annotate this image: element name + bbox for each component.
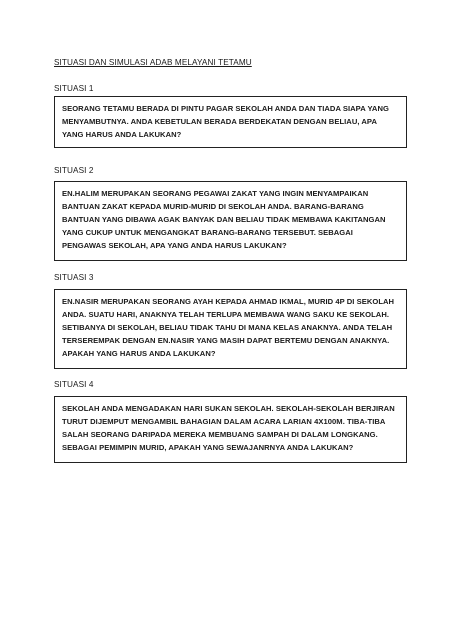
situation-1-box [54, 96, 407, 148]
situation-3-box [54, 289, 407, 369]
situation-2-box [54, 181, 407, 261]
situation-3-label: SITUASI 3 [54, 273, 94, 282]
situation-4-label: SITUASI 4 [54, 380, 94, 389]
situation-2-text: EN.HALIM MERUPAKAN SEORANG PEGAWAI ZAKAT YANG INGIN MENYAMPAIKAN BANTUAN ZAKAT KEPADA MURID-MURID DI SEKOLAH ANDA. BARANG-BARANG BANTUAN YANG DIBAWA AGAK BANYAK DAN BELIAU TIDAK MEMBAWA KAKITANGAN YANG CUKUP UNTUK MENGANGKAT BARANG-BARANG TERSEBUT. SEBAGAI PENGAWAS SEKOLAH, APA YANG ANDA HARUS LAKUKAN? [62, 189, 386, 250]
situation-4-text: SEKOLAH ANDA MENGADAKAN HARI SUKAN SEKOLAH. SEKOLAH-SEKOLAH BERJIRAN TURUT DIJEMPUT MENGAMBIL BAHAGIAN DALAM ACARA LARIAN 4X100M. TIBA-TIBA SALAH SEORANG DARIPADA MEREKA MEMBUANG SAMPAH DI DALAM LONGKANG. SEBAGAI PEMIMPIN MURID, APAKAH YANG SEWAJANRNYA ANDA LAKUKAN? [62, 404, 395, 452]
situation-2-label: SITUASI 2 [54, 166, 94, 175]
situation-3-text: EN.NASIR MERUPAKAN SEORANG AYAH KEPADA AHMAD IKMAL, MURID 4P DI SEKOLAH ANDA. SUATU HARI, ANAKNYA TELAH TERLUPA MEMBAWA WANG SAKU KE SEKOLAH. SETIBANYA DI SEKOLAH, BELIAU TIDAK TAHU DI MANA KELAS ANAKNYA. ANDA TELAH TERSEREMPAK DENGAN EN.NASIR YANG MASIH DAPAT BERTEMU DENGAN ANAKNYA. APAKAH YANG HARUS ANDA LAKUKAN? [62, 297, 395, 358]
situation-1-label: SITUASI 1 [54, 84, 94, 93]
situation-1-text: SEORANG TETAMU BERADA DI PINTU PAGAR SEKOLAH ANDA DAN TIADA SIAPA YANG MENYAMBUTNYA. ANDA KEBETULAN BERADA BERDEKATAN DENGAN BELIAU, APA YANG HARUS ANDA LAKUKAN? [62, 104, 389, 139]
document-title: SITUASI DAN SIMULASI ADAB MELAYANI TETAMU [54, 58, 252, 67]
situation-4-box [54, 396, 407, 463]
